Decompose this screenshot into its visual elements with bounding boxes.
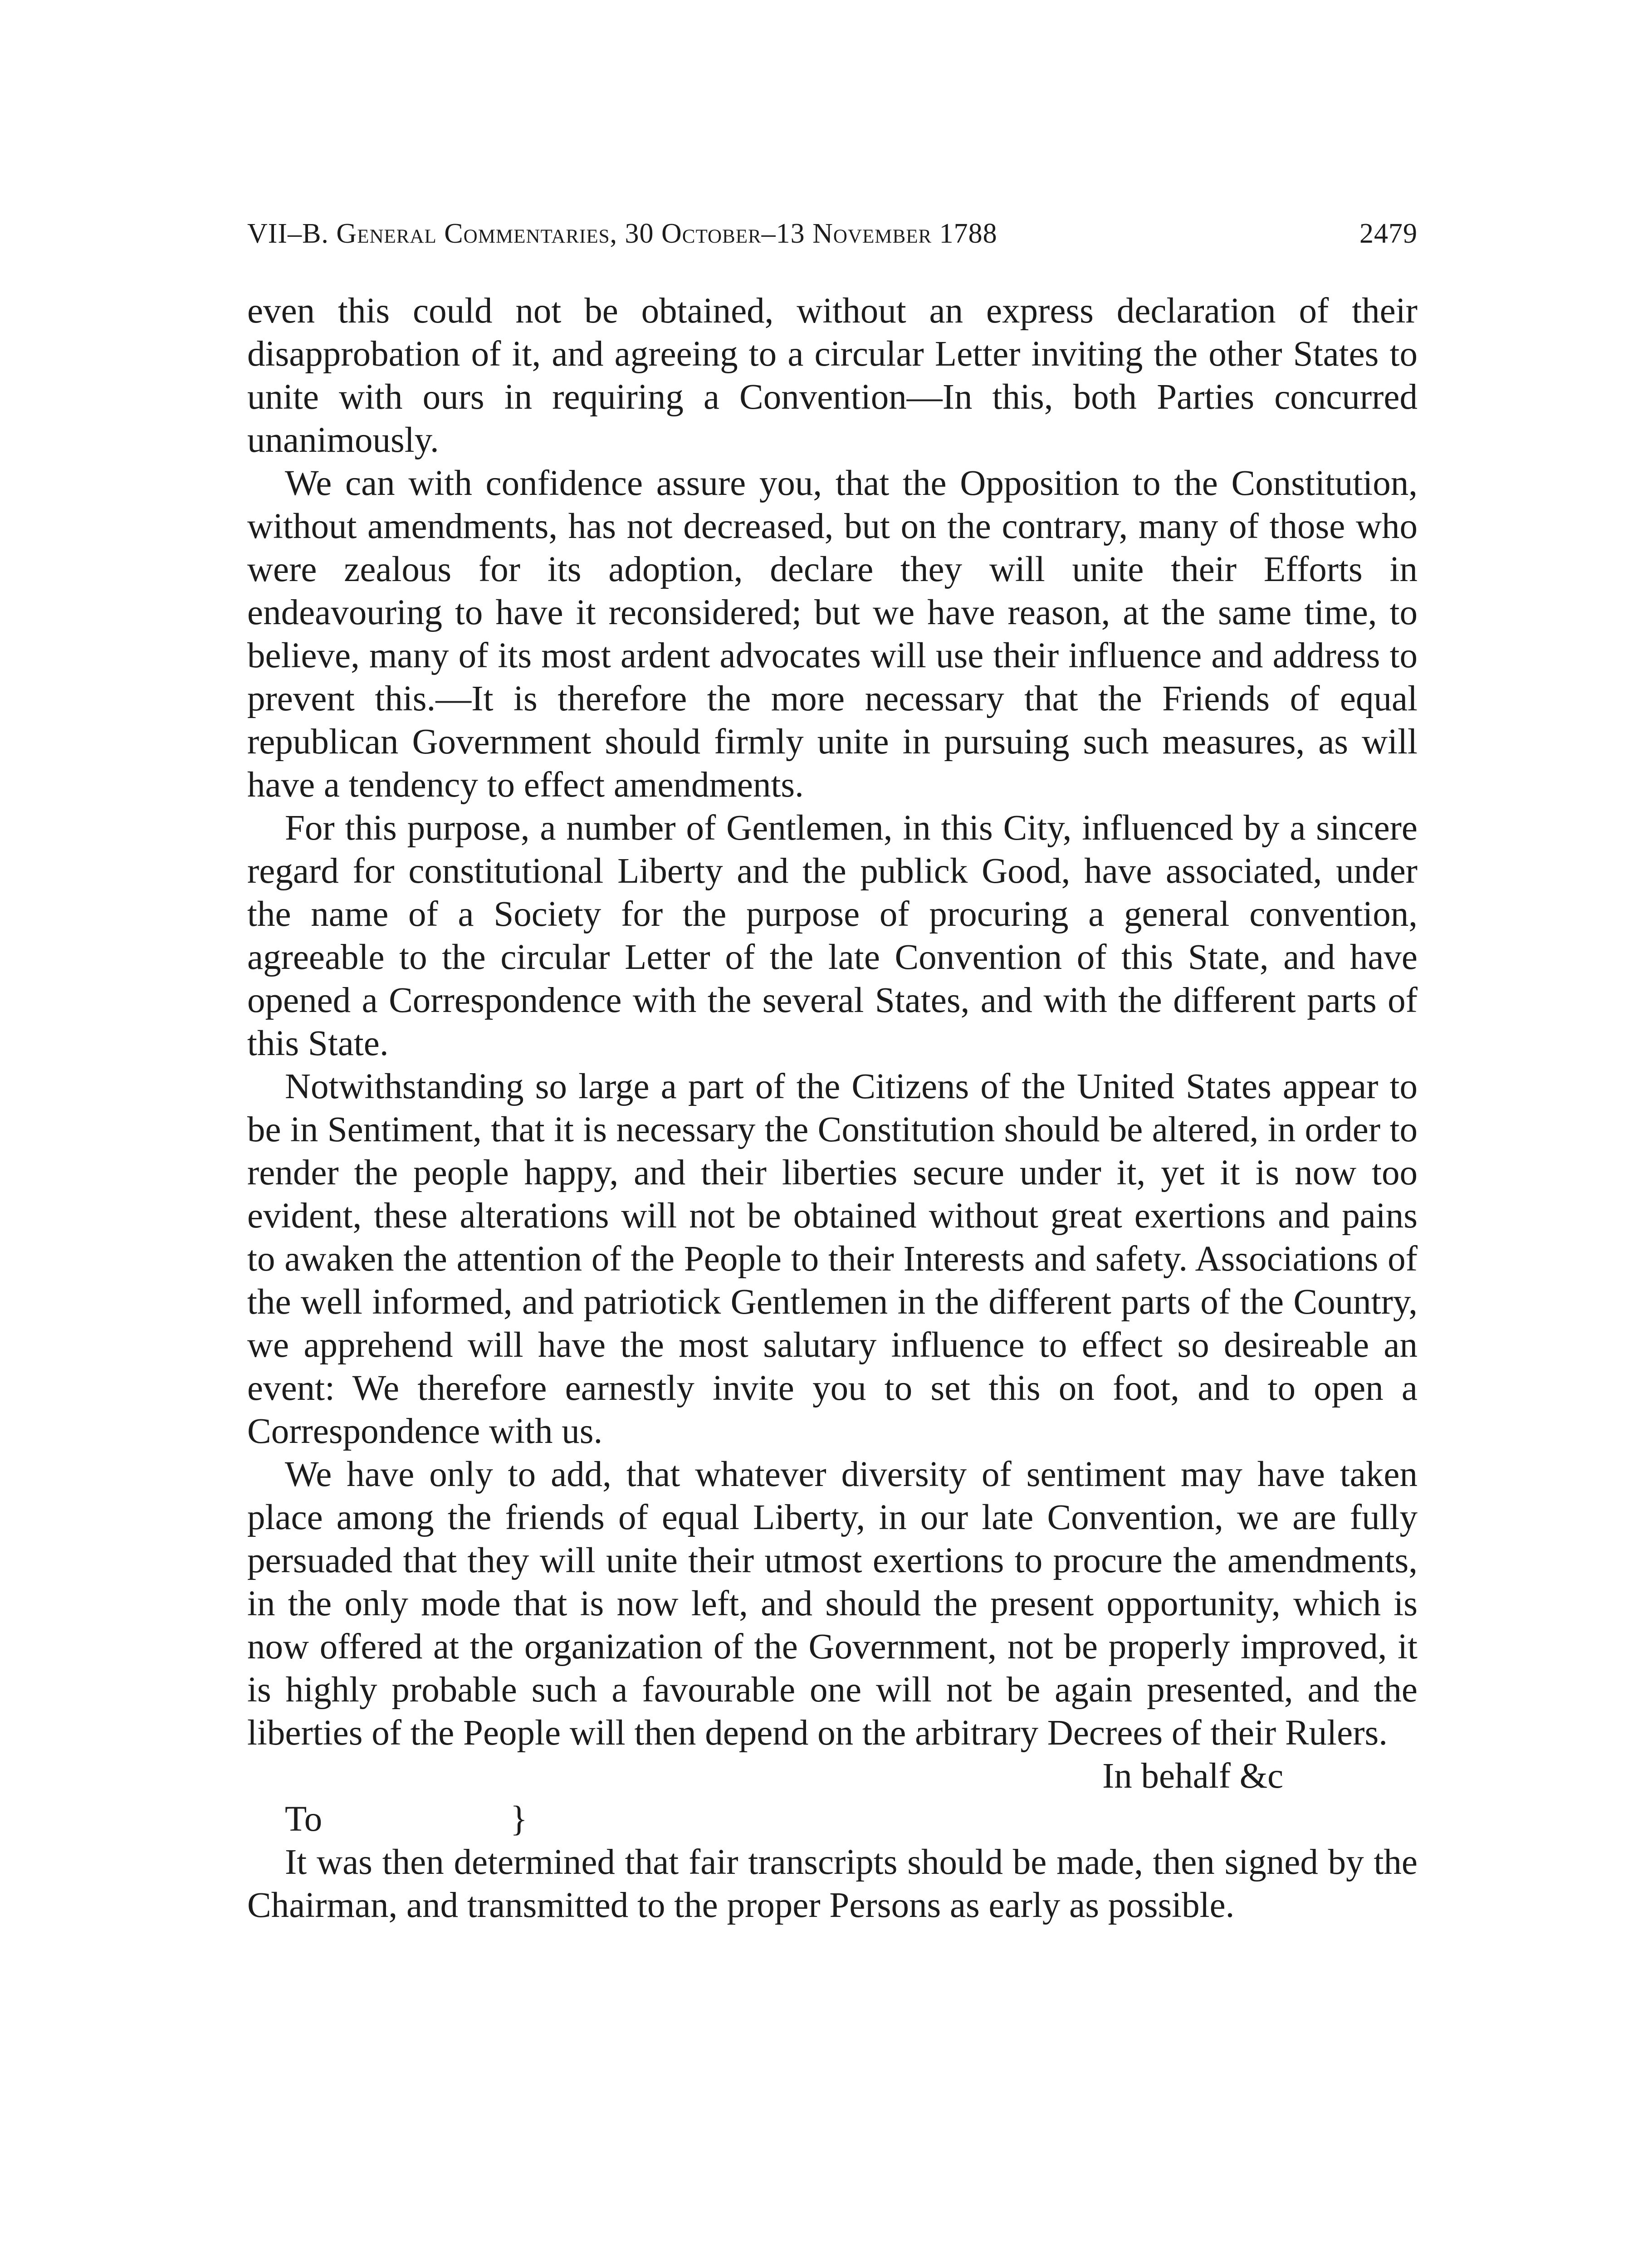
signoff: In behalf &c (1102, 1756, 1284, 1796)
paragraph-closing: It was then determined that fair transcripts should be made, then signed by the Chairman, and transmitted to the proper Persons as early as possible. (247, 1843, 1418, 1925)
document-page (247, 213, 1418, 1927)
page-number: 2479 (1359, 218, 1418, 249)
paragraph-conclusion: We have only to add, that whatever diversity of sentiment may have taken place among the friends of equal Liberty, in our late Convention, we are fully persuaded that they will unite their utmost exertions to procure the amendments, in the only mode that is now left, and should the present opportunity, which is now offered at the organization of the Government, not be properly improved, it is highly probable such a favourable one will not be again presented, and the liberties of the People will then depend on the arbitrary Decrees of their Rulers. (247, 1455, 1418, 1753)
running-head (247, 213, 1418, 263)
paragraph-continued: even this could not be obtained, without an express declaration of their disapprobation of it, and agreeing to a circular Letter inviting the other States to unite with ours in requiring a Convention—In this, both Parties concurred unanimously. (247, 291, 1418, 460)
running-head-title: VII–B. General Commentaries, 30 October–13 November 1788 (247, 218, 997, 249)
paragraph-society: For this purpose, a number of Gentlemen, in this City, influenced by a sincere regard for constitutional Liberty and the publick Good, have associated, under the name of a Society for the purpose of procuring a general convention, agreeable to the circular Letter of the late Convention of this State, and have opened a Correspondence with the several States, and with the different parts of this State. (247, 808, 1418, 1063)
address-line (247, 1798, 1418, 1841)
paragraph-opposition: We can with confidence assure you, that the Opposition to the Constitution, without amendments, has not decreased, but on the contrary, many of those who were zealous for its adoption, declare they will unite their Efforts in endeavouring to have it reconsidered; but we have reason, at the same time, to believe, many of its most ardent advocates will use their influence and address to prevent this.—It is therefore the more necessary that the Friends of equal republican Government should firmly unite in pursuing such measures, as will have a tendency to effect amendments. (247, 464, 1418, 805)
address-brace: } (510, 1799, 528, 1839)
address-to: To (285, 1799, 323, 1839)
body-text (247, 289, 1418, 1927)
paragraph-associations: Notwithstanding so large a part of the Citizens of the United States appear to be in Sentiment, that it is necessary the Constitution should be altered, in order to render the people happy, and their liberties secure under it, yet it is now too evident, these alterations will not be obtained without great exertions and pains to awaken the attention of the People to their Interests and safety. Associations of the well informed, and patriotick Gentlemen in the different parts of the Country, we apprehend will have the most salutary influence to effect so desireable an event: We therefore earnestly invite you to set this on foot, and to open a Correspondence with us. (247, 1067, 1418, 1451)
